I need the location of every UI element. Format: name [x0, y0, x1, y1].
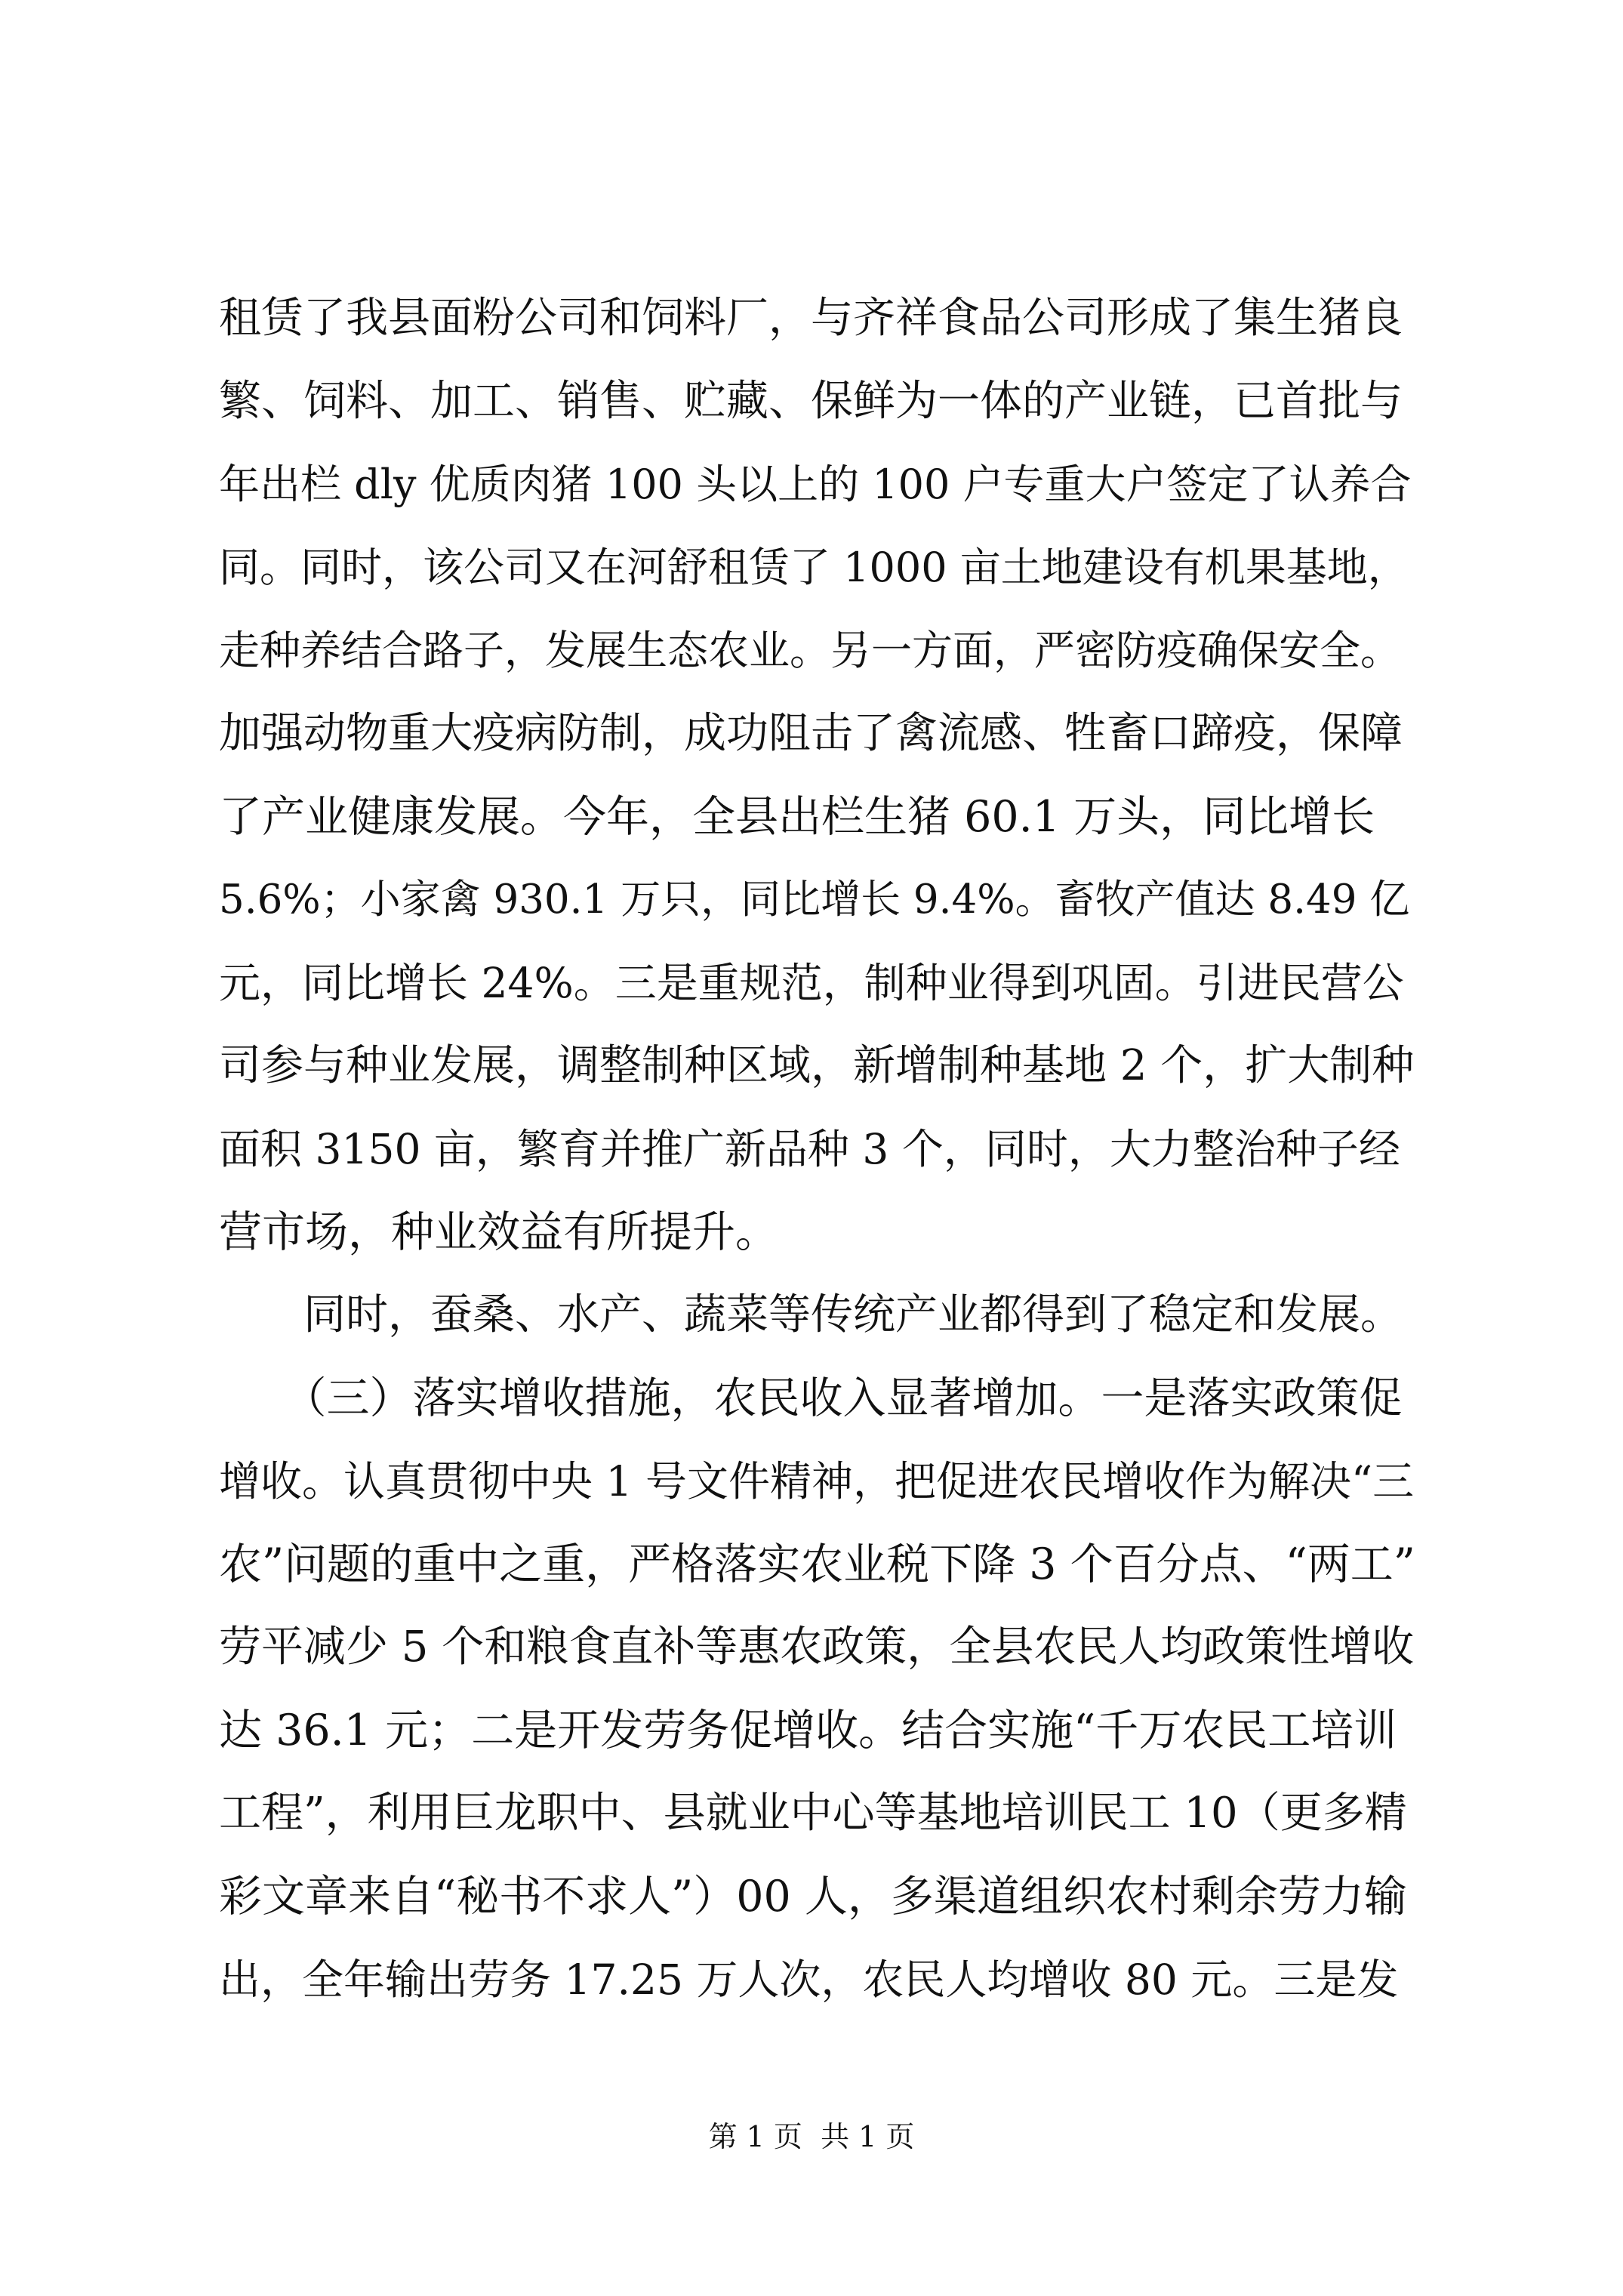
text-line: 司参与种业发展，调整制种区域，新增制种基地 2 个，扩大制种: [219, 1041, 1415, 1090]
text-line: 繁、饲料、加工、销售、贮藏、保鲜为一体的产业链，已首批与: [219, 377, 1403, 426]
text-line: （三）落实增收措施，农民收入显著增加。一是落实政策促: [219, 1373, 1403, 1423]
text-line: 面积 3150 亩，繁育并推广新品种 3 个，同时，大力整治种子经: [219, 1125, 1400, 1173]
text-line: 元，同比增长 24%。三是重规范，制种业得到巩固。引进民营公: [219, 959, 1404, 1007]
text-line: 劳平减少 5 个和粮食直补等惠农政策，全县农民人均政策性增收: [219, 1623, 1415, 1672]
text-line: 达 36.1 元；二是开发劳务促增收。结合实施“千万农民工培训: [219, 1706, 1397, 1755]
text-line: 5.6%；小家禽 930.1 万只，同比增长 9.4%。畜牧产值达 8.49 亿: [219, 877, 1410, 923]
text-line: 加强动物重大疫病防制，成功阻击了禽流感、牲畜口蹄疫，保障: [219, 709, 1403, 758]
text-line: 同。同时，该公司又在河舒租赁了 1000 亩土地建设有机果基地，: [219, 544, 1409, 591]
text-line: 了产业健康发展。今年，全县出栏生猪 60.1 万头，同比增长: [219, 792, 1375, 842]
text-line: 增收。认真贯彻中央 1 号文件精神，把促进农民增收作为解决“三: [219, 1457, 1415, 1505]
text-line: 年出栏 dly 优质肉猪 100 头以上的 100 户专重大户签定了认养合: [219, 461, 1412, 508]
text-line: 出，全年输出劳务 17.25 万人次，农民人均增收 80 元。三是发: [219, 1955, 1399, 2004]
text-line: 租赁了我县面粉公司和饲料厂，与齐祥食品公司形成了集生猪良: [219, 294, 1403, 343]
text-line: 走种养结合路子，发展生态农业。另一方面，严密防疫确保安全。: [219, 627, 1401, 674]
text-line: 农”问题的重中之重，严格落实农业税下降 3 个百分点、“两工”: [219, 1539, 1415, 1589]
text-line: 工程”，利用巨龙职中、县就业中心等基地培训民工 10（更多精: [219, 1789, 1407, 1838]
text-line: 营市场，种业效益有所提升。: [219, 1207, 778, 1257]
text-line: 同时，蚕桑、水产、蔬菜等传统产业都得到了稳定和发展。: [219, 1290, 1403, 1339]
page-footer: 第 1 页 共 1 页: [708, 2120, 915, 2153]
text-line: 彩文章来自“秘书不求人”）00 人，多渠道组织农村剩余劳力输: [219, 1872, 1407, 1922]
